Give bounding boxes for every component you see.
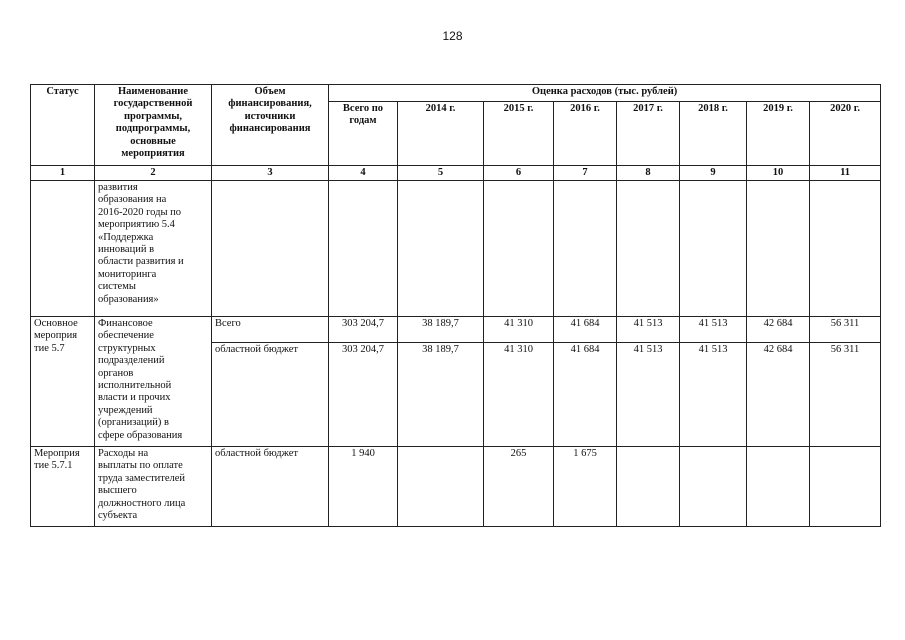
column-number: 6 xyxy=(484,166,554,181)
column-number: 5 xyxy=(398,166,484,181)
header-name: Наименование государственной программы, подпрограммы, основные мероприятия xyxy=(95,85,212,166)
header-year-2020: 2020 г. xyxy=(810,102,881,166)
row-value-2018: 41 513 xyxy=(680,343,747,447)
row-value-2014 xyxy=(398,447,484,527)
row-value-2020: 56 311 xyxy=(810,317,881,343)
row-value-2018 xyxy=(680,447,747,527)
column-number: 10 xyxy=(747,166,810,181)
row-total: 303 204,7 xyxy=(329,343,398,447)
header-row-top xyxy=(31,85,881,102)
header-year-2016: 2016 г. xyxy=(554,102,617,166)
row-value-2020 xyxy=(810,447,881,527)
expenditure-table xyxy=(30,84,881,527)
row-status: Мероприя тие 5.7.1 xyxy=(31,447,95,527)
row-total: 303 204,7 xyxy=(329,317,398,343)
header-year-2014: 2014 г. xyxy=(398,102,484,166)
row-source: областной бюджет xyxy=(212,447,329,527)
header-estimate: Оценка расходов (тыс. рублей) xyxy=(329,85,881,102)
row-value-2016: 1 675 xyxy=(554,447,617,527)
page-number: 128 xyxy=(442,29,463,43)
column-number: 11 xyxy=(810,166,881,181)
column-number-row xyxy=(31,166,881,181)
header-year-2015: 2015 г. xyxy=(484,102,554,166)
row-value-2016: 41 684 xyxy=(554,317,617,343)
column-number: 3 xyxy=(212,166,329,181)
row-value-2014: 38 189,7 xyxy=(398,317,484,343)
column-number: 8 xyxy=(617,166,680,181)
row-value-2015: 265 xyxy=(484,447,554,527)
header-total: Всего по годам xyxy=(329,102,398,166)
table-row xyxy=(31,447,881,527)
row-name: Финансовое обеспечение структурных подразделений органов исполнительной власти и прочих учреждений (организаций) в сфере образования xyxy=(95,317,212,447)
row-value-2019: 42 684 xyxy=(747,317,810,343)
row-name: Расходы на выплаты по оплате труда заместителей высшего должностного лица субъекта xyxy=(95,447,212,527)
header-year-2018: 2018 г. xyxy=(680,102,747,166)
header-volume: Объем финансирования, источники финансирования xyxy=(212,85,329,166)
continuation-name: развития образования на 2016-2020 годы по мероприятию 5.4 «Поддержка инноваций в области развития и мониторинга системы образования» xyxy=(95,181,212,317)
column-number: 4 xyxy=(329,166,398,181)
column-number: 9 xyxy=(680,166,747,181)
row-value-2016: 41 684 xyxy=(554,343,617,447)
header-status: Статус xyxy=(31,85,95,166)
row-value-2017 xyxy=(617,447,680,527)
column-number: 2 xyxy=(95,166,212,181)
row-source: областной бюджет xyxy=(212,343,329,447)
row-value-2014: 38 189,7 xyxy=(398,343,484,447)
row-value-2015: 41 310 xyxy=(484,343,554,447)
row-value-2017: 41 513 xyxy=(617,343,680,447)
row-total: 1 940 xyxy=(329,447,398,527)
row-value-2018: 41 513 xyxy=(680,317,747,343)
header-year-2019: 2019 г. xyxy=(747,102,810,166)
row-value-2015: 41 310 xyxy=(484,317,554,343)
column-number: 7 xyxy=(554,166,617,181)
row-value-2019: 42 684 xyxy=(747,343,810,447)
column-number: 1 xyxy=(31,166,95,181)
row-source: Всего xyxy=(212,317,329,343)
row-status: Основное мероприя тие 5.7 xyxy=(31,317,95,447)
row-value-2020: 56 311 xyxy=(810,343,881,447)
row-value-2019 xyxy=(747,447,810,527)
row-value-2017: 41 513 xyxy=(617,317,680,343)
continuation-row xyxy=(31,181,881,317)
header-year-2017: 2017 г. xyxy=(617,102,680,166)
table-row xyxy=(31,317,881,343)
